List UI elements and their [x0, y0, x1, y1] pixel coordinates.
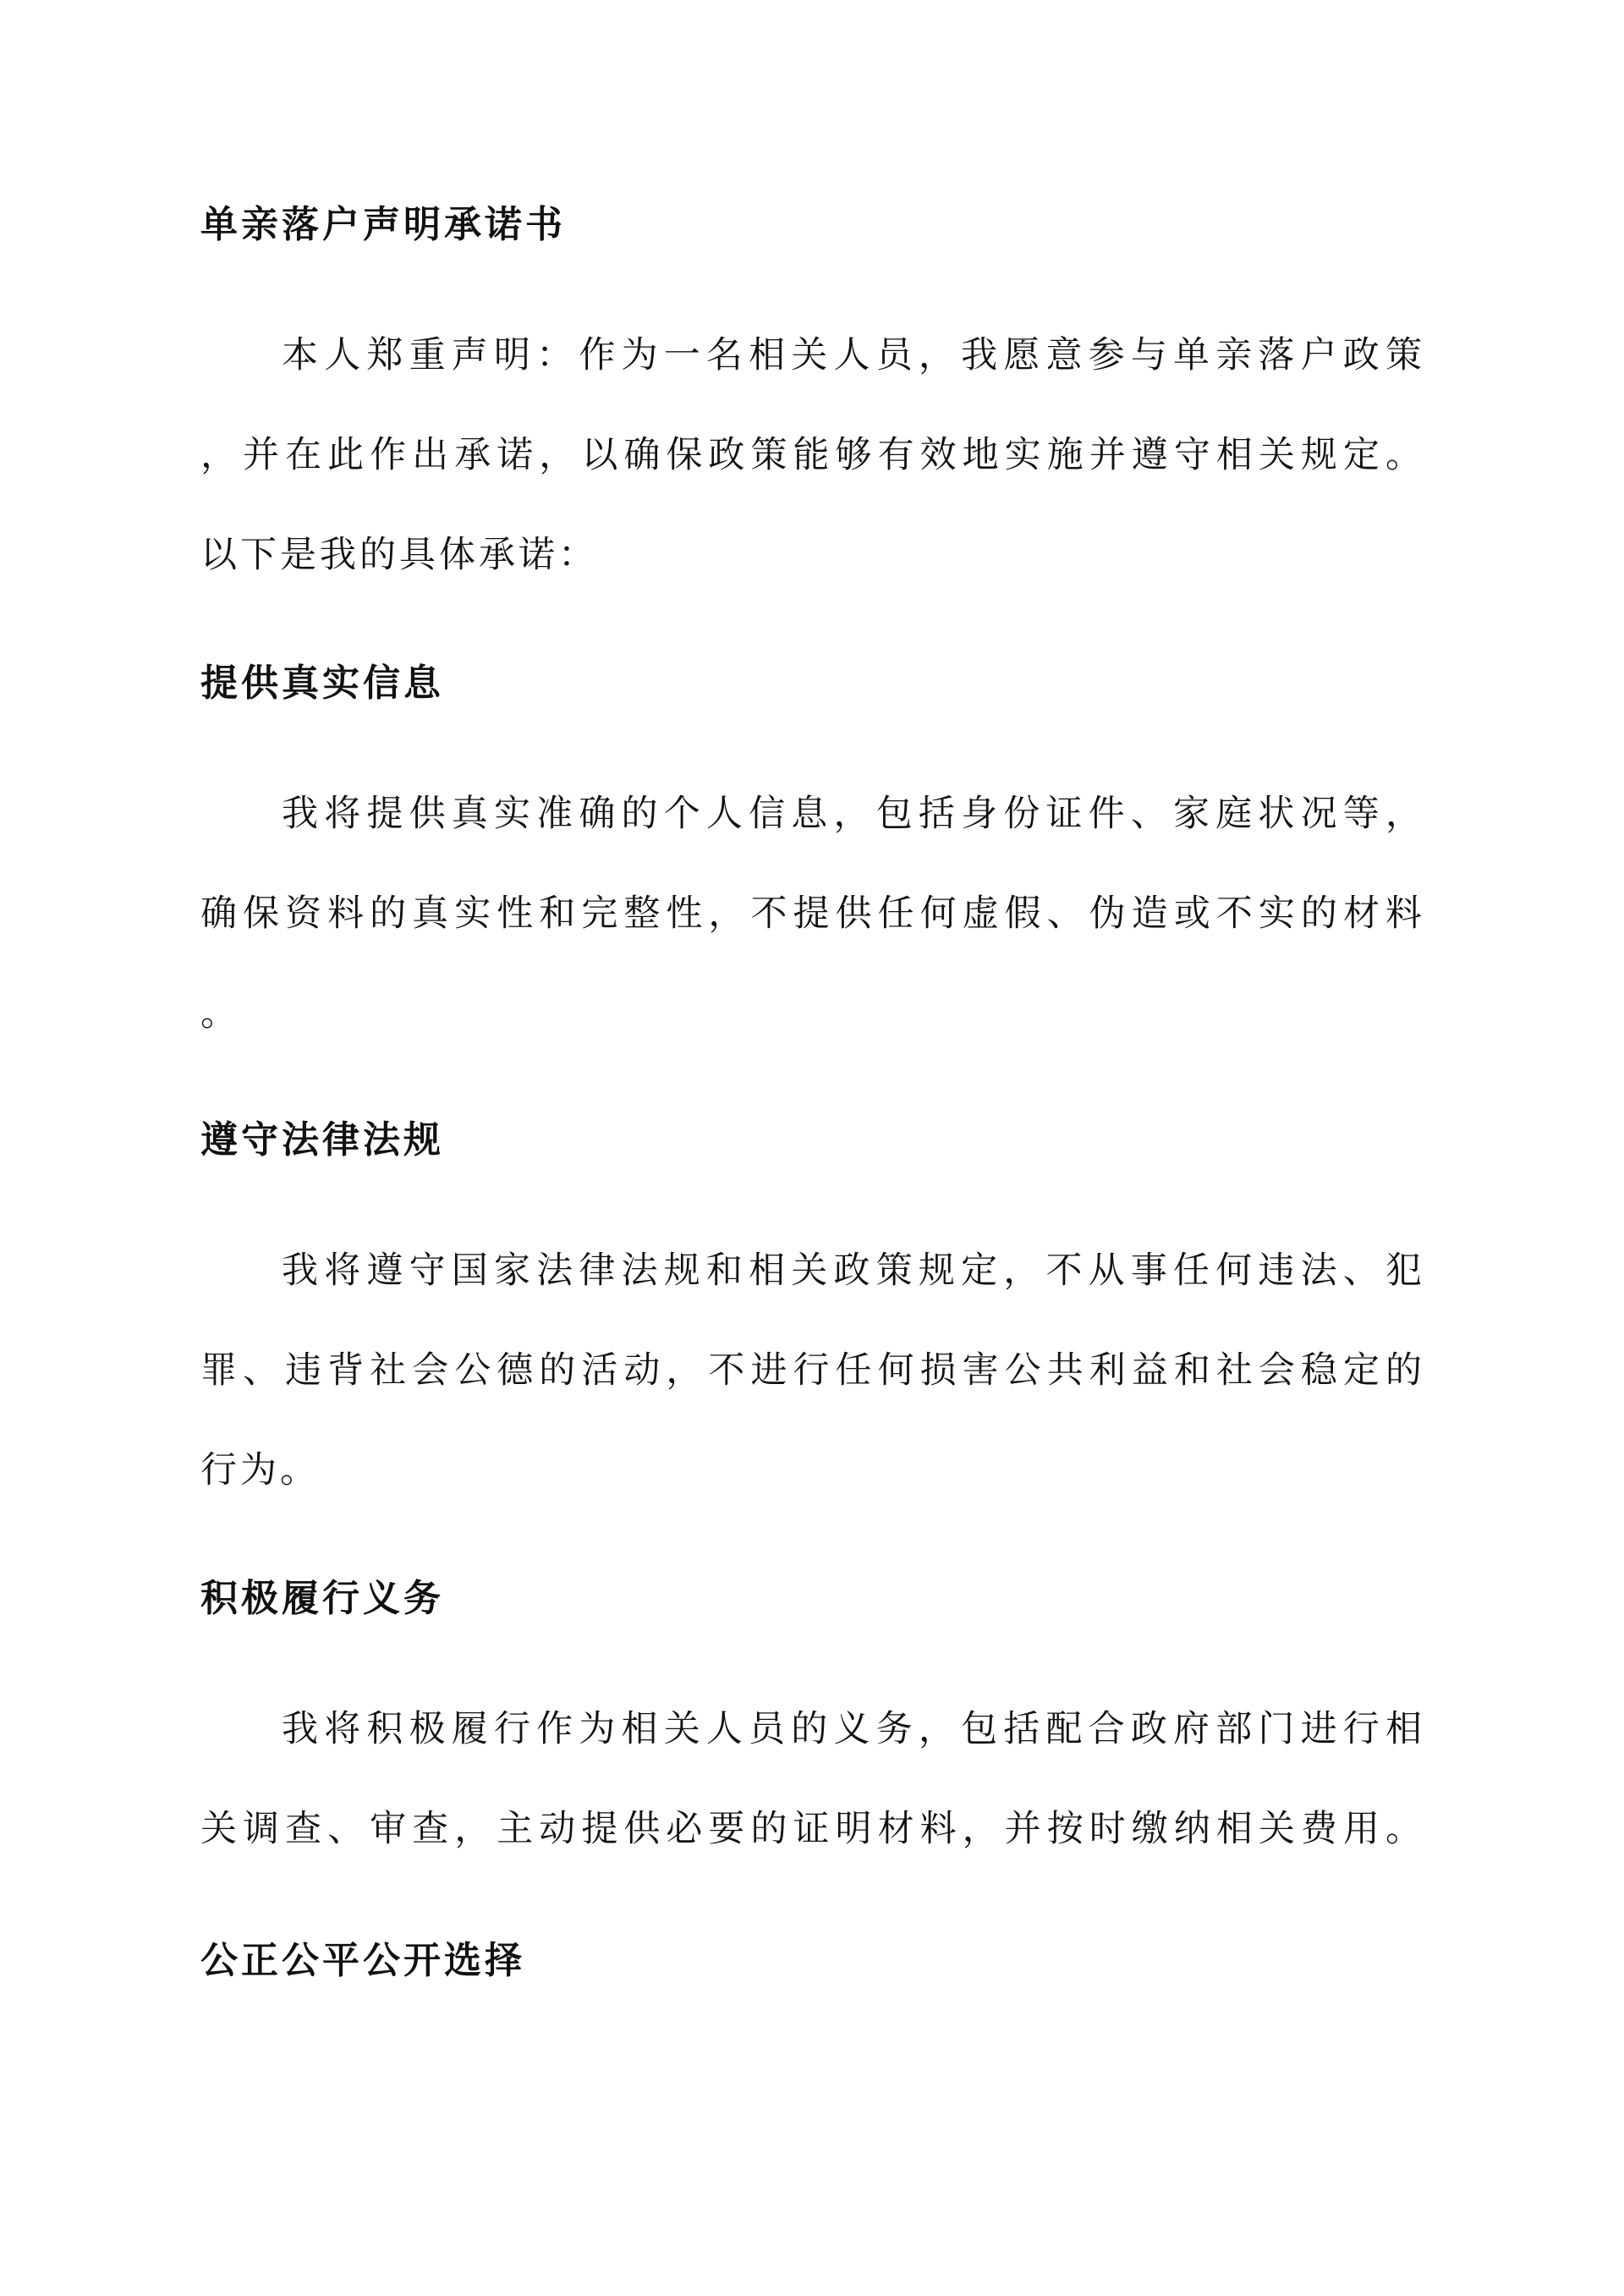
section-heading: 公正公平公开选择	[200, 1939, 525, 1982]
intro-line-3: 以下是我的具体承诺：	[200, 534, 598, 576]
section-line: 我将提供真实准确的个人信息，包括身份证件、家庭状况等，	[282, 793, 1425, 835]
section-heading: 积极履行义务	[200, 1577, 444, 1620]
intro-line-1: 本人郑重声明：作为一名相关人员，我愿意参与单亲落户政策	[282, 334, 1425, 376]
section-heading: 遵守法律法规	[200, 1118, 444, 1162]
section-line: 关调查、审查，主动提供必要的证明材料，并按时缴纳相关费用。	[200, 1808, 1425, 1850]
section-heading: 提供真实信息	[200, 662, 444, 705]
section-line: 行为。	[200, 1449, 320, 1491]
section-line: 我将积极履行作为相关人员的义务，包括配合政府部门进行相	[282, 1708, 1425, 1750]
section-line: 。	[200, 992, 240, 1035]
document-title: 单亲落户声明承诺书	[200, 203, 566, 246]
section-line: 确保资料的真实性和完整性，不提供任何虚假、伪造或不实的材料	[200, 893, 1425, 935]
intro-line-2: ，并在此作出承诺，以确保政策能够有效地实施并遵守相关规定。	[200, 434, 1425, 476]
section-line: 我将遵守国家法律法规和相关政策规定，不从事任何违法、犯	[282, 1250, 1425, 1292]
section-line: 罪、违背社会公德的活动，不进行任何损害公共利益和社会稳定的	[200, 1349, 1425, 1392]
